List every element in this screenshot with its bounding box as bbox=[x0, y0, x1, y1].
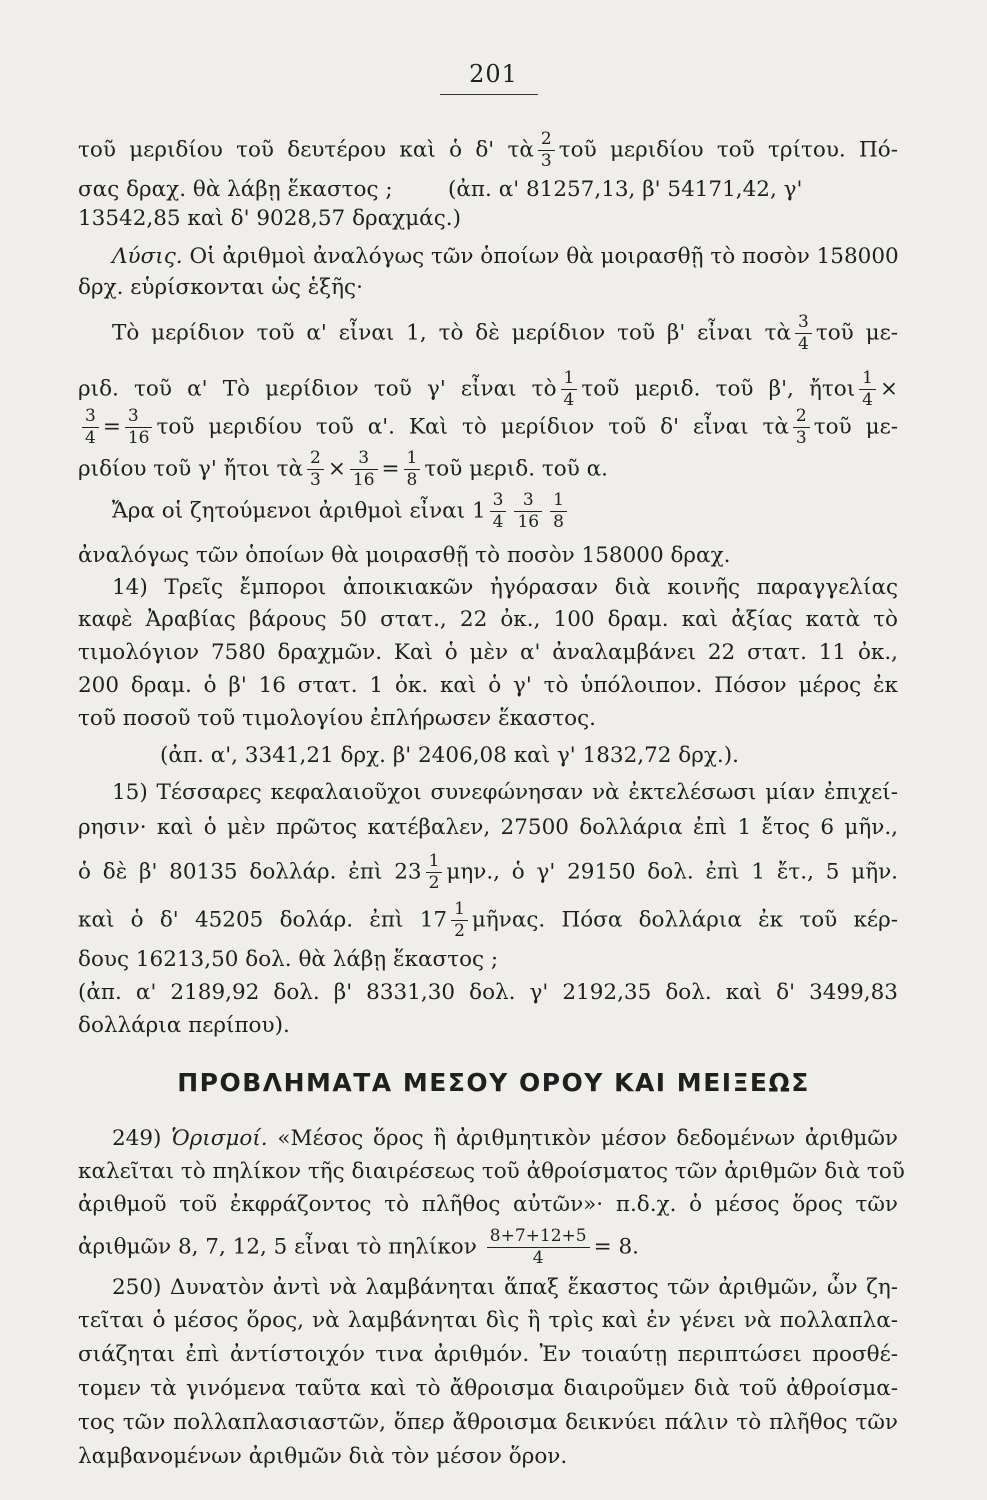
text-line: 15) Τέσσαρες κεφαλαιοῦχοι συνεφώνησαν νὰ ἐκτελέσωσι μίαν ἐπιχεί- bbox=[112, 780, 898, 805]
text-line: 250) Δυνατὸν ἀντὶ νὰ λαμβάνηται ἅπαξ ἕκαστος τῶν ἀριθμῶν, ὧν ζη- bbox=[112, 1275, 898, 1300]
text-line: σιάζηται ἐπὶ ἀντίστοιχόν τινα ἀριθμόν. Ἐν τοιαύτῃ περιπτώσει προσθέ- bbox=[78, 1342, 898, 1367]
text-line: ἀριθμῶν 8, 7, 12, 5 εἶναι τὸ πηλίκον $\frac{8+7+12+5}{4}$ = 8. bbox=[78, 1226, 639, 1268]
text-line: 13542,85 καὶ δ' 9028,57 δραχμάς.) bbox=[78, 206, 461, 231]
text-line: 249) Ὁρισμοί. «Μέσος ὅρος ἢ ἀριθμητικὸν μέσον δεδομένων ἀριθμῶν bbox=[112, 1126, 899, 1151]
fraction: $\frac{2}{3}$ bbox=[793, 408, 810, 447]
text-line: τιμολόγιον 7580 δραχμῶν. Καὶ ὁ μὲν α' ἀναλαμβάνει 22 στατ. 11 ὀκ., bbox=[78, 640, 898, 665]
fraction: $\frac{3}{4}$ bbox=[490, 492, 507, 531]
fraction: $\frac{3}{4}$ bbox=[82, 408, 99, 447]
fraction: $\frac{1}{4}$ bbox=[561, 370, 578, 409]
fraction: $\frac{1}{2}$ bbox=[426, 853, 443, 892]
text-line: 14) Τρεῖς ἔμποροι ἀποικιακῶν ἠγόρασαν διὰ κοινῆς παραγγελίας bbox=[112, 575, 898, 600]
text-line: τος τῶν πολλαπλασιαστῶν, ὅπερ ἄθροισμα δεικνύει πάλιν τὸ πλῆθος τῶν bbox=[78, 1410, 898, 1435]
text-line: ριδίου τοῦ γ' ἤτοι τὰ $\frac{2}{3}$ × $\frac{3}{16}$ = $\frac{1}{8}$ τοῦ μεριδ. τοῦ α. bbox=[78, 448, 608, 490]
text-line: τοῦ ποσοῦ τοῦ τιμολογίου ἐπλήρωσεν ἕκαστος. bbox=[78, 706, 596, 731]
text-line: ἀριθμοῦ τοῦ ἐκφράζοντος τὸ πλῆθος αὐτῶν»· π.δ.χ. ὁ μέσος ὅρος τῶν bbox=[78, 1192, 898, 1217]
fraction: $\frac{8+7+12+5}{4}$ bbox=[487, 1228, 590, 1267]
text-line: $\frac{3}{4}$ = $\frac{3}{16}$ τοῦ μεριδίου τοῦ α'. Καὶ τὸ μερίδιον τοῦ δ' εἶναι τὰ $\frac{2}{3}$ τοῦ με- bbox=[78, 408, 898, 447]
text-line: δολλάρια περίπου). bbox=[78, 1013, 290, 1038]
text-line: καὶ ὁ δ' 45205 δολάρ. ἐπὶ 17 $\frac{1}{2}$ μῆνας. Πόσα δολλάρια ἐκ τοῦ κέρ- bbox=[78, 899, 898, 941]
fraction: $\frac{3}{16}$ bbox=[350, 450, 378, 489]
text-line: (ἀπ. α', 3341,21 δρχ. β' 2406,08 καὶ γ' 1832,72 δρχ.). bbox=[160, 743, 739, 768]
text-line: τεῖται ὁ μέσος ὅρος, νὰ λαμβάνηται δὶς ἢ τρὶς καὶ ἐν γένει νὰ πολλαπλα- bbox=[78, 1308, 898, 1333]
text-line: καφὲ Ἀραβίας βάρους 50 στατ., 22 ὀκ., 100 δραμ. καὶ ἀξίας κατὰ τὸ bbox=[78, 607, 898, 632]
text-line: Ἄρα οἱ ζητούμενοι ἀριθμοὶ εἶναι 1 $\frac{3}{4}$ $\frac{3}{16}$ $\frac{1}{8}$ bbox=[112, 492, 932, 531]
text-line: Τὸ μερίδιον τοῦ α' εἶναι 1, τὸ δὲ μερίδιον τοῦ β' εἶναι τὰ $\frac{3}{4}$ τοῦ με- bbox=[112, 312, 898, 354]
fraction: $\frac{3}{16}$ bbox=[125, 408, 153, 447]
fraction: $\frac{1}{4}$ bbox=[859, 370, 876, 409]
text-line: ρησιν· καὶ ὁ μὲν πρῶτος κατέβαλεν, 27500 δολλάρια ἐπὶ 1 ἔτος 6 μῆν., bbox=[78, 815, 898, 840]
text-line: τομεν τὰ γινόμενα ταῦτα καὶ τὸ ἄθροισμα διαιροῦμεν διὰ τοῦ ἀθροίσμα- bbox=[78, 1376, 898, 1401]
text-line: ριδ. τοῦ α' Τὸ μερίδιον τοῦ γ' εἶναι τὸ $\frac{1}{4}$ τοῦ μεριδ. τοῦ β', ἤτοι $\frac{1}{4}$ × bbox=[78, 368, 898, 410]
fraction: $\frac{2}{3}$ bbox=[538, 131, 555, 170]
text-line: (ἀπ. α' 2189,92 δολ. β' 8331,30 δολ. γ' 2192,35 δολ. καὶ δ' 3499,83 bbox=[78, 980, 898, 1005]
page-number: 201 bbox=[469, 60, 518, 88]
fraction: $\frac{1}{8}$ bbox=[550, 492, 567, 531]
text-line: ἀναλόγως τῶν ὁποίων θὰ μοιρασθῇ τὸ ποσὸν 158000 δραχ. bbox=[78, 543, 731, 568]
text-line: Λύσις. Οἱ ἀριθμοὶ ἀναλόγως τῶν ὁποίων θὰ μοιρασθῇ τὸ ποσὸν 158000 bbox=[112, 244, 899, 269]
text-line: τοῦ μεριδίου τοῦ δευτέρου καὶ ὁ δ' τὰ $\frac{2}{3}$ τοῦ μεριδίου τοῦ τρίτου. Πό- bbox=[78, 129, 898, 171]
text-line: καλεῖται τὸ πηλίκον τῆς διαιρέσεως τοῦ ἀθροίσματος τῶν ἀριθμῶν διὰ τοῦ bbox=[78, 1159, 905, 1184]
text-line: δους 16213,50 δολ. θὰ λάβῃ ἕκαστος ; bbox=[78, 947, 499, 972]
page-number-rule bbox=[440, 94, 538, 95]
text-line: 200 δραμ. ὁ β' 16 στατ. 1 ὀκ. καὶ ὁ γ' τὸ ὑπόλοιπον. Πόσον μέρος ἐκ bbox=[78, 673, 898, 698]
text-line: σας δραχ. θὰ λάβῃ ἕκαστος ; (ἀπ. α' 81257,13, β' 54171,42, γ' bbox=[78, 177, 803, 202]
text-line: ὁ δὲ β' 80135 δολλάρ. ἐπὶ 23 $\frac{1}{2}$ μην., ὁ γ' 29150 δολ. ἐπὶ 1 ἔτ., 5 μῆν. bbox=[78, 851, 898, 893]
text-line: δρχ. εὑρίσκονται ὡς ἑξῆς· bbox=[78, 275, 363, 300]
fraction: $\frac{1}{2}$ bbox=[451, 901, 468, 940]
section-heading: ΠΡΟΒΛΗΜΑΤΑ ΜΕΣΟΥ ΟΡΟΥ ΚΑΙ ΜΕΙΞΕΩΣ bbox=[177, 1068, 810, 1097]
text-line: λαμβανομένων ἀριθμῶν διὰ τὸν μέσον ὅρον. bbox=[78, 1444, 568, 1469]
fraction: $\frac{2}{3}$ bbox=[307, 450, 324, 489]
fraction: $\frac{3}{4}$ bbox=[795, 314, 812, 353]
fraction: $\frac{1}{8}$ bbox=[404, 450, 421, 489]
fraction: $\frac{3}{16}$ bbox=[514, 492, 542, 531]
